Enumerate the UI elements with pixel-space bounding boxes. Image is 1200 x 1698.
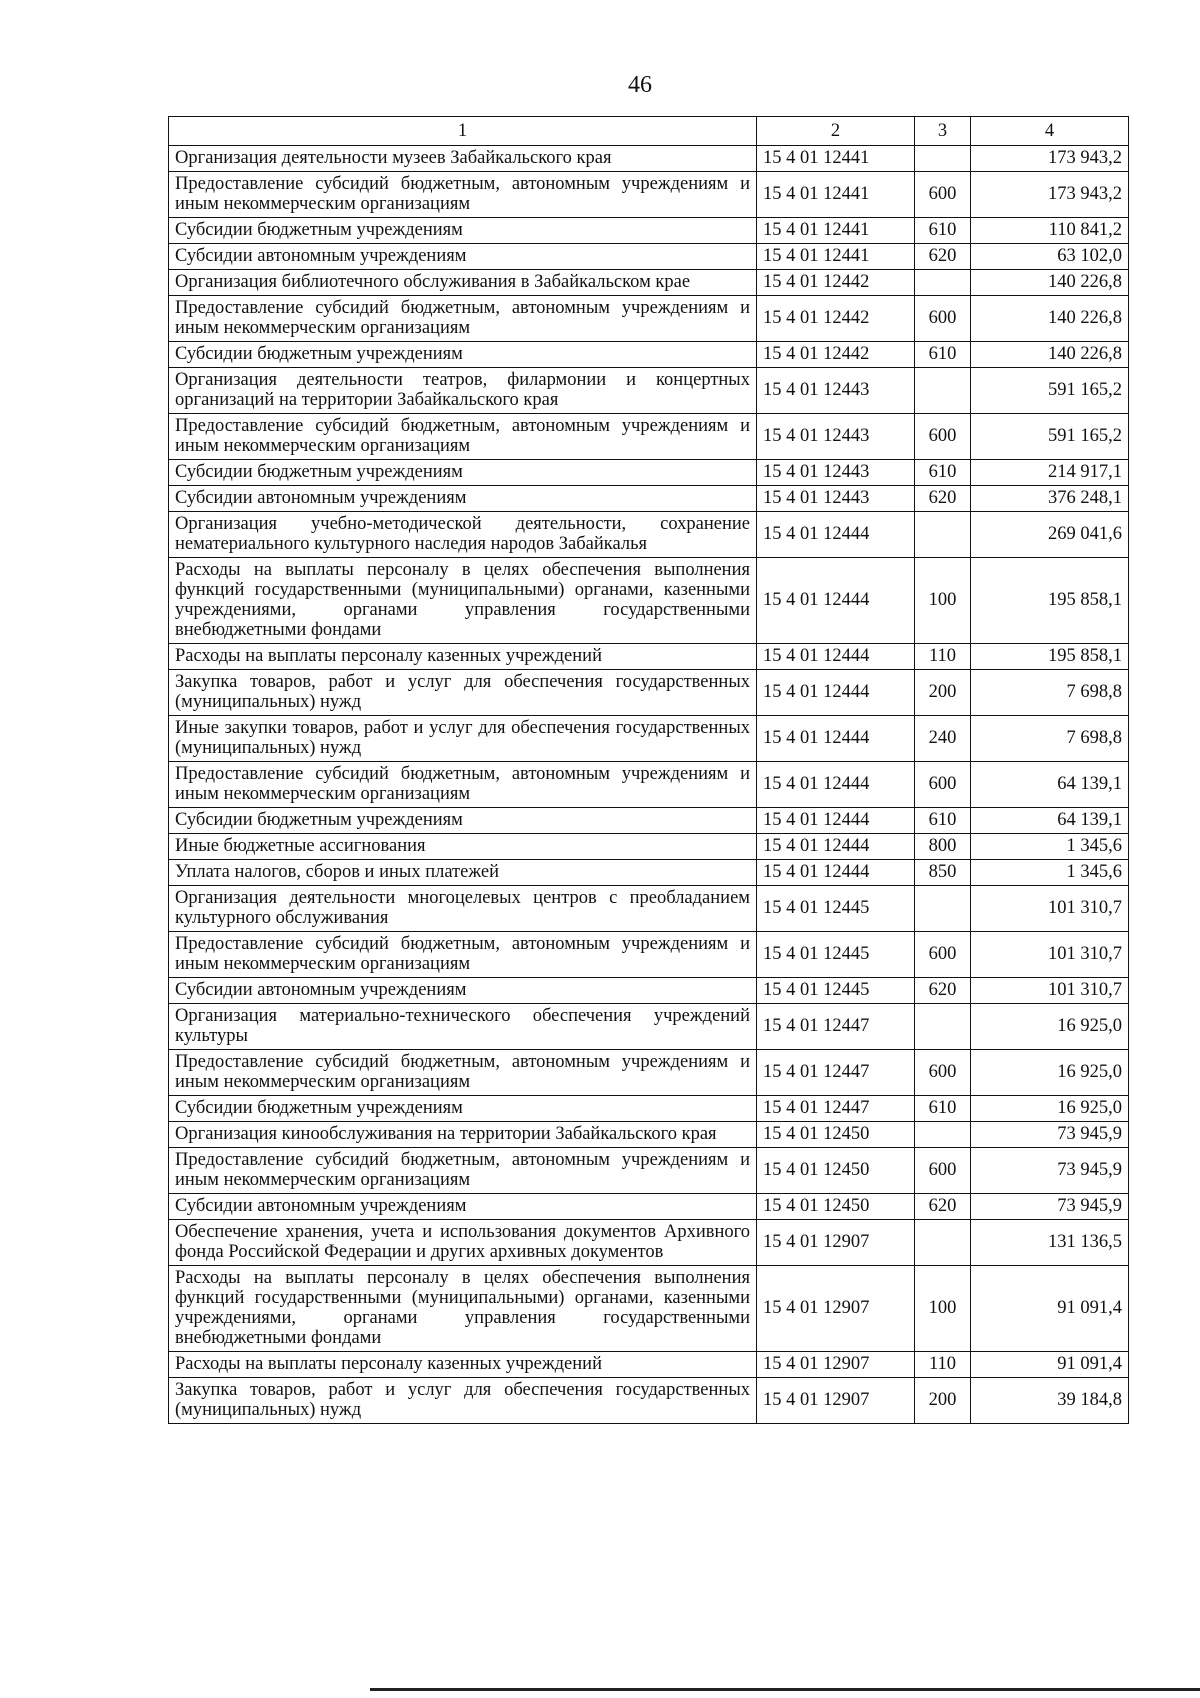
target-code-cell: 15 4 01 12441 xyxy=(757,172,915,218)
target-code-cell: 15 4 01 12444 xyxy=(757,644,915,670)
table-row xyxy=(169,808,1129,834)
amount-cell: 7 698,8 xyxy=(971,716,1129,762)
expense-type-cell: 600 xyxy=(915,296,971,342)
target-code-cell: 15 4 01 12441 xyxy=(757,244,915,270)
expense-type-cell xyxy=(915,1122,971,1148)
expense-type-cell: 610 xyxy=(915,460,971,486)
expense-name-cell: Расходы на выплаты персоналу в целях обеспечения выполнения функций государственными (муниципальными) органами, казенными учреждениями, органами управления государственными внебюджетными фондами xyxy=(169,558,757,644)
expense-type-cell: 610 xyxy=(915,808,971,834)
target-code-cell: 15 4 01 12441 xyxy=(757,218,915,244)
budget-table-body xyxy=(169,117,1129,1424)
expense-type-cell: 800 xyxy=(915,834,971,860)
table-row xyxy=(169,886,1129,932)
amount-cell: 73 945,9 xyxy=(971,1148,1129,1194)
amount-cell: 140 226,8 xyxy=(971,342,1129,368)
amount-cell: 7 698,8 xyxy=(971,670,1129,716)
column-number-2: 2 xyxy=(757,117,915,146)
amount-cell: 64 139,1 xyxy=(971,762,1129,808)
amount-cell: 101 310,7 xyxy=(971,932,1129,978)
table-row xyxy=(169,1004,1129,1050)
target-code-cell: 15 4 01 12444 xyxy=(757,670,915,716)
target-code-cell: 15 4 01 12907 xyxy=(757,1266,915,1352)
expense-type-cell xyxy=(915,270,971,296)
table-row xyxy=(169,296,1129,342)
table-row xyxy=(169,716,1129,762)
expense-name-cell: Субсидии бюджетным учреждениям xyxy=(169,1096,757,1122)
amount-cell: 101 310,7 xyxy=(971,978,1129,1004)
expense-name-cell: Организация учебно-методической деятельности, сохранение нематериального культурного наследия народов Забайкалья xyxy=(169,512,757,558)
expense-type-cell xyxy=(915,512,971,558)
expense-name-cell: Расходы на выплаты персоналу казенных учреждений xyxy=(169,644,757,670)
expense-name-cell: Обеспечение хранения, учета и использования документов Архивного фонда Российской Федерации и других архивных документов xyxy=(169,1220,757,1266)
amount-cell: 140 226,8 xyxy=(971,270,1129,296)
amount-cell: 173 943,2 xyxy=(971,146,1129,172)
amount-cell: 101 310,7 xyxy=(971,886,1129,932)
expense-name-cell: Субсидии автономным учреждениям xyxy=(169,978,757,1004)
expense-type-cell: 200 xyxy=(915,670,971,716)
target-code-cell: 15 4 01 12450 xyxy=(757,1194,915,1220)
amount-cell: 110 841,2 xyxy=(971,218,1129,244)
amount-cell: 73 945,9 xyxy=(971,1122,1129,1148)
target-code-cell: 15 4 01 12443 xyxy=(757,414,915,460)
scan-edge-line xyxy=(370,1688,1200,1691)
target-code-cell: 15 4 01 12441 xyxy=(757,146,915,172)
expense-name-cell: Субсидии бюджетным учреждениям xyxy=(169,808,757,834)
target-code-cell: 15 4 01 12444 xyxy=(757,762,915,808)
amount-cell: 73 945,9 xyxy=(971,1194,1129,1220)
amount-cell: 131 136,5 xyxy=(971,1220,1129,1266)
expense-name-cell: Субсидии автономным учреждениям xyxy=(169,486,757,512)
amount-cell: 195 858,1 xyxy=(971,644,1129,670)
target-code-cell: 15 4 01 12450 xyxy=(757,1148,915,1194)
target-code-cell: 15 4 01 12443 xyxy=(757,486,915,512)
table-row xyxy=(169,1096,1129,1122)
target-code-cell: 15 4 01 12445 xyxy=(757,978,915,1004)
target-code-cell: 15 4 01 12445 xyxy=(757,932,915,978)
amount-cell: 91 091,4 xyxy=(971,1352,1129,1378)
amount-cell: 140 226,8 xyxy=(971,296,1129,342)
table-row xyxy=(169,670,1129,716)
expense-type-cell: 100 xyxy=(915,1266,971,1352)
expense-name-cell: Закупка товаров, работ и услуг для обеспечения государственных (муниципальных) нужд xyxy=(169,1378,757,1424)
table-row xyxy=(169,218,1129,244)
table-row xyxy=(169,834,1129,860)
table-row xyxy=(169,270,1129,296)
expense-type-cell: 620 xyxy=(915,978,971,1004)
target-code-cell: 15 4 01 12907 xyxy=(757,1378,915,1424)
target-code-cell: 15 4 01 12442 xyxy=(757,270,915,296)
target-code-cell: 15 4 01 12443 xyxy=(757,460,915,486)
expense-name-cell: Расходы на выплаты персоналу в целях обеспечения выполнения функций государственными (муниципальными) органами, казенными учреждениями, органами управления государственными внебюджетными фондами xyxy=(169,1266,757,1352)
target-code-cell: 15 4 01 12447 xyxy=(757,1096,915,1122)
table-row xyxy=(169,558,1129,644)
expense-name-cell: Предоставление субсидий бюджетным, автономным учреждениям и иным некоммерческим организациям xyxy=(169,932,757,978)
column-number-1: 1 xyxy=(169,117,757,146)
amount-cell: 1 345,6 xyxy=(971,834,1129,860)
table-row xyxy=(169,342,1129,368)
amount-cell: 16 925,0 xyxy=(971,1050,1129,1096)
table-row xyxy=(169,1194,1129,1220)
expense-name-cell: Предоставление субсидий бюджетным, автономным учреждениям и иным некоммерческим организациям xyxy=(169,1148,757,1194)
amount-cell: 173 943,2 xyxy=(971,172,1129,218)
expense-type-cell: 610 xyxy=(915,218,971,244)
expense-type-cell: 100 xyxy=(915,558,971,644)
table-row xyxy=(169,512,1129,558)
expense-name-cell: Иные бюджетные ассигнования xyxy=(169,834,757,860)
expense-name-cell: Организация библиотечного обслуживания в Забайкальском крае xyxy=(169,270,757,296)
page-number: 46 xyxy=(628,72,652,98)
expense-type-cell: 600 xyxy=(915,932,971,978)
expense-type-cell xyxy=(915,146,971,172)
target-code-cell: 15 4 01 12444 xyxy=(757,716,915,762)
expense-name-cell: Субсидии бюджетным учреждениям xyxy=(169,460,757,486)
column-number-3: 3 xyxy=(915,117,971,146)
table-row xyxy=(169,1220,1129,1266)
expense-name-cell: Субсидии бюджетным учреждениям xyxy=(169,218,757,244)
expense-type-cell: 620 xyxy=(915,486,971,512)
amount-cell: 214 917,1 xyxy=(971,460,1129,486)
table-row xyxy=(169,1148,1129,1194)
expense-name-cell: Предоставление субсидий бюджетным, автономным учреждениям и иным некоммерческим организациям xyxy=(169,414,757,460)
expense-type-cell: 600 xyxy=(915,1050,971,1096)
expense-type-cell xyxy=(915,1220,971,1266)
amount-cell: 91 091,4 xyxy=(971,1266,1129,1352)
expense-type-cell: 600 xyxy=(915,414,971,460)
target-code-cell: 15 4 01 12444 xyxy=(757,860,915,886)
expense-type-cell: 110 xyxy=(915,1352,971,1378)
target-code-cell: 15 4 01 12444 xyxy=(757,808,915,834)
expense-name-cell: Иные закупки товаров, работ и услуг для обеспечения государственных (муниципальных) нужд xyxy=(169,716,757,762)
expense-name-cell: Уплата налогов, сборов и иных платежей xyxy=(169,860,757,886)
amount-cell: 39 184,8 xyxy=(971,1378,1129,1424)
table-row xyxy=(169,644,1129,670)
table-row xyxy=(169,978,1129,1004)
expense-name-cell: Предоставление субсидий бюджетным, автономным учреждениям и иным некоммерческим организациям xyxy=(169,172,757,218)
target-code-cell: 15 4 01 12444 xyxy=(757,558,915,644)
amount-cell: 591 165,2 xyxy=(971,368,1129,414)
table-row xyxy=(169,486,1129,512)
column-number-4: 4 xyxy=(971,117,1129,146)
expense-name-cell: Организация деятельности театров, филармонии и концертных организаций на территории Забайкальского края xyxy=(169,368,757,414)
table-row xyxy=(169,1122,1129,1148)
expense-name-cell: Организация деятельности музеев Забайкальского края xyxy=(169,146,757,172)
target-code-cell: 15 4 01 12443 xyxy=(757,368,915,414)
expense-type-cell: 200 xyxy=(915,1378,971,1424)
target-code-cell: 15 4 01 12907 xyxy=(757,1352,915,1378)
expense-name-cell: Предоставление субсидий бюджетным, автономным учреждениям и иным некоммерческим организациям xyxy=(169,762,757,808)
table-row xyxy=(169,932,1129,978)
column-number-row xyxy=(169,117,1129,146)
amount-cell: 16 925,0 xyxy=(971,1096,1129,1122)
expense-type-cell xyxy=(915,1004,971,1050)
expense-name-cell: Организация деятельности многоцелевых центров с преобладанием культурного обслуживания xyxy=(169,886,757,932)
table-row xyxy=(169,244,1129,270)
expense-name-cell: Закупка товаров, работ и услуг для обеспечения государственных (муниципальных) нужд xyxy=(169,670,757,716)
target-code-cell: 15 4 01 12447 xyxy=(757,1050,915,1096)
target-code-cell: 15 4 01 12442 xyxy=(757,296,915,342)
expense-name-cell: Предоставление субсидий бюджетным, автономным учреждениям и иным некоммерческим организациям xyxy=(169,296,757,342)
expense-type-cell: 610 xyxy=(915,1096,971,1122)
table-row xyxy=(169,460,1129,486)
target-code-cell: 15 4 01 12442 xyxy=(757,342,915,368)
amount-cell: 591 165,2 xyxy=(971,414,1129,460)
target-code-cell: 15 4 01 12907 xyxy=(757,1220,915,1266)
expense-type-cell xyxy=(915,368,971,414)
amount-cell: 269 041,6 xyxy=(971,512,1129,558)
expense-type-cell: 850 xyxy=(915,860,971,886)
table-row xyxy=(169,762,1129,808)
amount-cell: 376 248,1 xyxy=(971,486,1129,512)
table-row xyxy=(169,368,1129,414)
expense-name-cell: Субсидии бюджетным учреждениям xyxy=(169,342,757,368)
expense-type-cell: 110 xyxy=(915,644,971,670)
expense-type-cell xyxy=(915,886,971,932)
expense-name-cell: Субсидии автономным учреждениям xyxy=(169,1194,757,1220)
table-row xyxy=(169,1378,1129,1424)
amount-cell: 16 925,0 xyxy=(971,1004,1129,1050)
table-row xyxy=(169,1050,1129,1096)
budget-table xyxy=(168,116,1129,1424)
expense-type-cell: 620 xyxy=(915,244,971,270)
expense-name-cell: Организация кинообслуживания на территории Забайкальского края xyxy=(169,1122,757,1148)
expense-name-cell: Организация материально-технического обеспечения учреждений культуры xyxy=(169,1004,757,1050)
amount-cell: 64 139,1 xyxy=(971,808,1129,834)
table-row xyxy=(169,860,1129,886)
target-code-cell: 15 4 01 12445 xyxy=(757,886,915,932)
expense-name-cell: Предоставление субсидий бюджетным, автономным учреждениям и иным некоммерческим организациям xyxy=(169,1050,757,1096)
expense-name-cell: Расходы на выплаты персоналу казенных учреждений xyxy=(169,1352,757,1378)
table-row xyxy=(169,414,1129,460)
target-code-cell: 15 4 01 12450 xyxy=(757,1122,915,1148)
expense-type-cell: 240 xyxy=(915,716,971,762)
target-code-cell: 15 4 01 12444 xyxy=(757,512,915,558)
table-row xyxy=(169,1266,1129,1352)
expense-type-cell: 600 xyxy=(915,762,971,808)
amount-cell: 1 345,6 xyxy=(971,860,1129,886)
amount-cell: 195 858,1 xyxy=(971,558,1129,644)
table-row xyxy=(169,172,1129,218)
table-row xyxy=(169,1352,1129,1378)
target-code-cell: 15 4 01 12444 xyxy=(757,834,915,860)
expense-type-cell: 620 xyxy=(915,1194,971,1220)
amount-cell: 63 102,0 xyxy=(971,244,1129,270)
target-code-cell: 15 4 01 12447 xyxy=(757,1004,915,1050)
expense-type-cell: 600 xyxy=(915,1148,971,1194)
expense-type-cell: 610 xyxy=(915,342,971,368)
expense-name-cell: Субсидии автономным учреждениям xyxy=(169,244,757,270)
table-row xyxy=(169,146,1129,172)
expense-type-cell: 600 xyxy=(915,172,971,218)
